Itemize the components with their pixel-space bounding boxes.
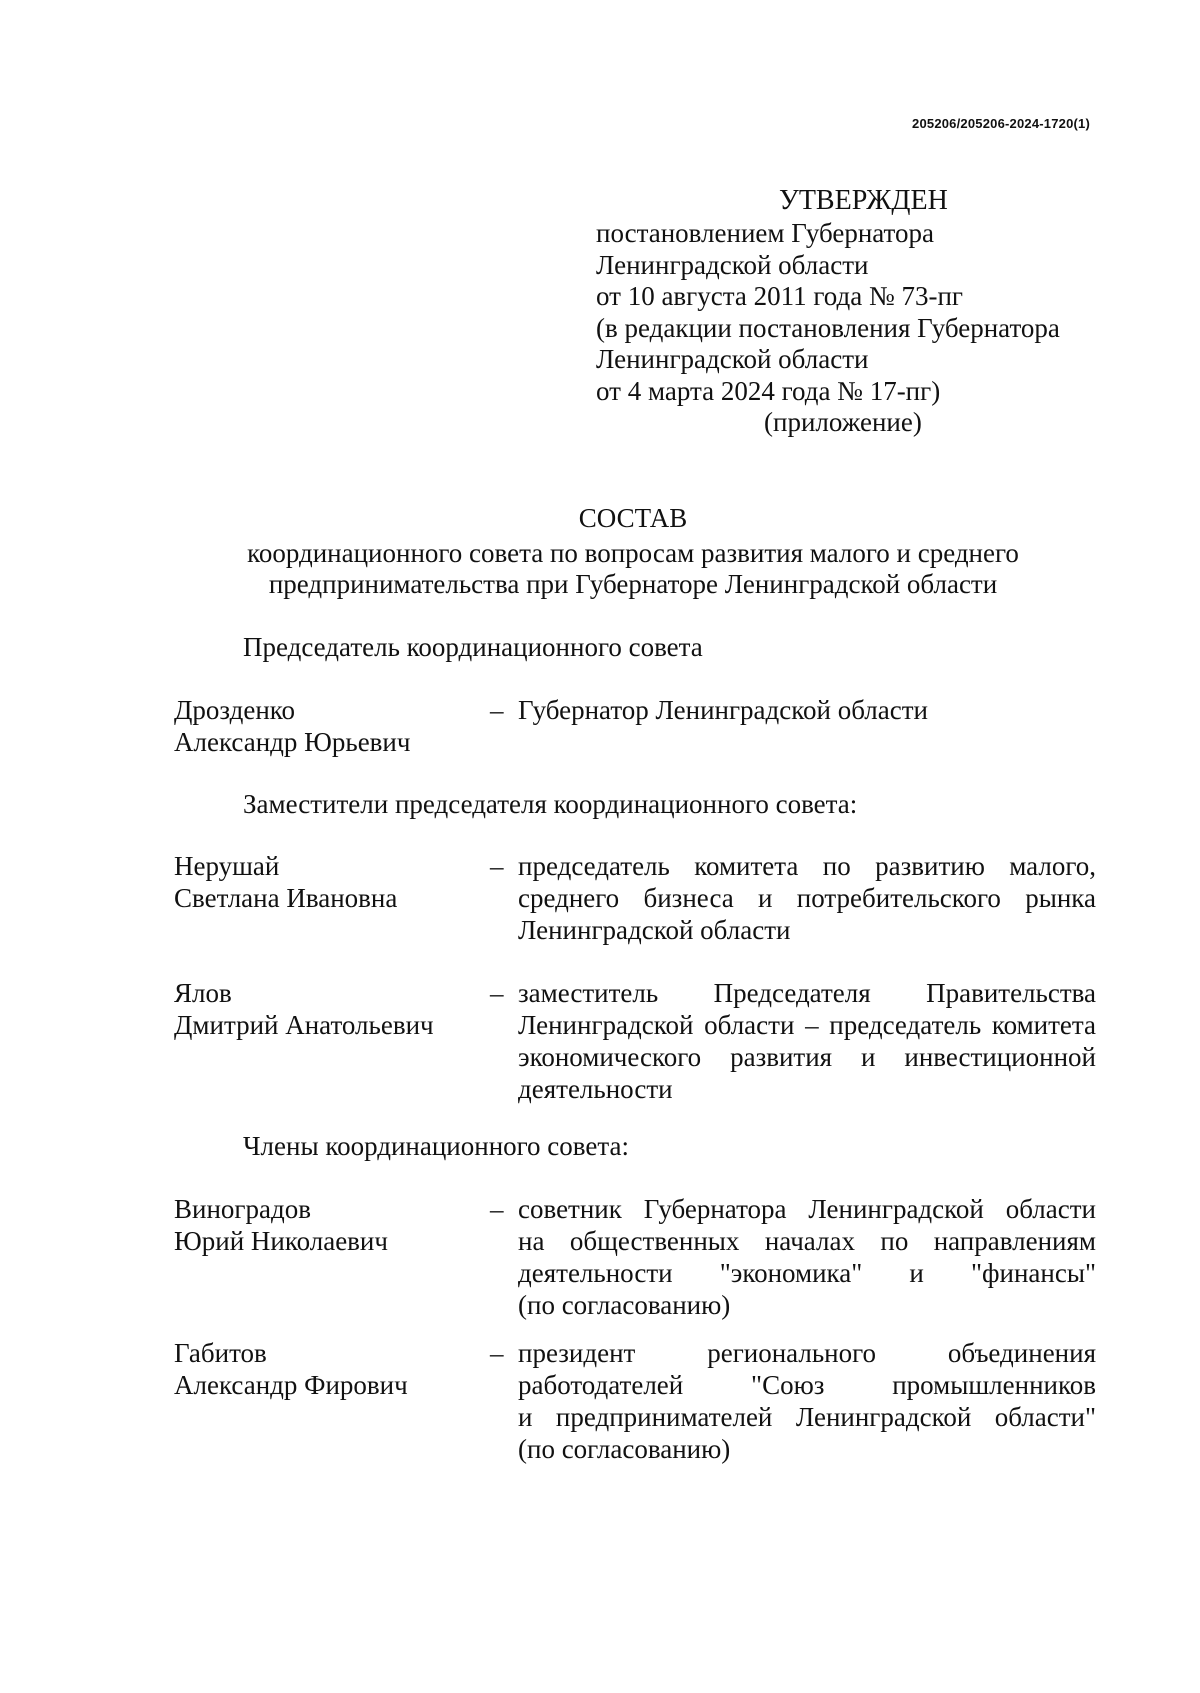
member-position-line: заместитель Председателя Правительства [518,978,1096,1008]
member-position-line: экономического развития и инвестиционной [518,1042,1096,1072]
member-position [518,850,1096,946]
member-position-line: деятельности "экономика" и "финансы" [518,1258,1096,1288]
member-dash: – [490,978,504,1008]
member-position-line: президент регионального объединения [518,1338,1096,1368]
member-dash: – [490,851,504,881]
member-surname: Дрозденко [174,695,296,725]
member-position-line: советник Губернатора Ленинградской области [518,1194,1096,1224]
member-position [518,1337,1096,1465]
member-dash: – [490,695,504,725]
member-dash: – [490,1338,504,1368]
member-surname: Габитов [174,1338,267,1368]
member-position-line: работодателей "Союз промышленников [518,1370,1096,1400]
member-name [174,1337,474,1401]
document-heading [0,503,1200,600]
member-position-line: Губернатор Ленинградской области [518,695,928,725]
member-dash: – [490,1194,504,1224]
member-surname: Ялов [174,978,232,1008]
section-members-label: Члены координационного совета: [243,1131,629,1161]
member-given-name: Дмитрий Анатольевич [174,1010,434,1040]
member-name [174,694,474,758]
heading-subtitle-line: предпринимательства при Губернаторе Ленинградской области [268,569,998,599]
member-position-line: председатель комитета по развитию малого, [518,851,1096,881]
heading-title: СОСТАВ [578,503,688,533]
section-chair-label: Председатель координационного совета [243,632,703,662]
member-name [174,1193,474,1257]
document-id: 205206/205206-2024-1720(1) [912,116,1090,131]
heading-subtitle-line: координационного совета по вопросам развития малого и среднего [247,538,1019,568]
member-position-line: Ленинградской области [518,915,791,945]
member-given-name: Александр Юрьевич [174,727,411,757]
member-position [518,977,1096,1105]
member-surname: Нерушай [174,851,280,881]
member-name [174,850,474,914]
section-deputies-label: Заместители председателя координационного совета: [243,789,858,819]
approval-block [596,184,1060,439]
approval-title: УТВЕРЖДЕН [779,185,948,216]
member-position [518,1193,1096,1321]
member-given-name: Юрий Николаевич [174,1226,388,1256]
member-position-line: Ленинградской области – председатель комитета [518,1010,1096,1040]
approval-annex: (приложение) [764,407,922,437]
member-position-line: (по согласованию) [518,1434,731,1464]
member-given-name: Александр Фирович [174,1370,408,1400]
approval-line: Ленинградской области [596,344,869,374]
member-position-line: среднего бизнеса и потребительского рынка [518,883,1096,913]
member-position [518,694,1096,726]
member-given-name: Светлана Ивановна [174,883,398,913]
member-position-line: на общественных началах по направлениям [518,1226,1096,1256]
member-position-line: (по согласованию) [518,1290,731,1320]
member-position-line: и предпринимателей Ленинградской области" [518,1402,1096,1432]
member-name [174,977,474,1041]
approval-line: постановлением Губернатора [596,218,934,248]
approval-line: Ленинградской области [596,249,869,280]
member-position-line: деятельности [518,1074,673,1104]
approval-line: от 10 августа 2011 года № 73-пг [596,281,963,311]
approval-line: (в редакции постановления Губернатора [596,312,1060,343]
approval-line: от 4 марта 2024 года № 17-пг) [596,375,941,406]
member-surname: Виноградов [174,1194,311,1224]
